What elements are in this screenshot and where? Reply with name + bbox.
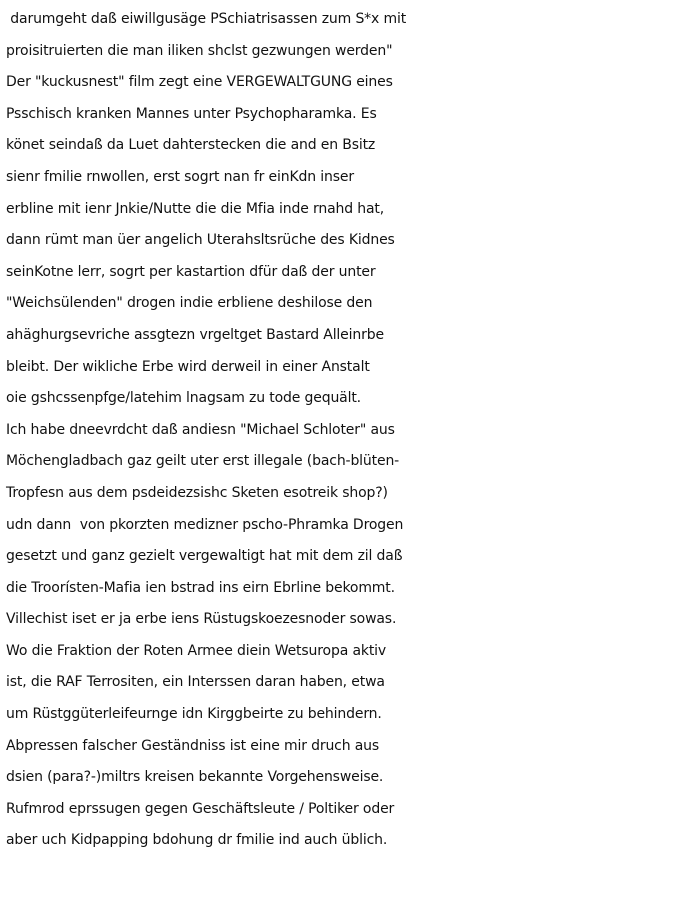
text-line: Möchengladbach gaz geilt uter erst illegale (bach-blüten- xyxy=(6,453,400,470)
text-line: Abpressen falscher Geständniss ist eine mir druch aus xyxy=(6,737,380,754)
text-line: Wo die Fraktion der Roten Armee diein Wetsuropa aktiv xyxy=(6,642,387,659)
document-text xyxy=(6,4,682,857)
text-line: Villechist iset er ja erbe iens Rüstugskoezesnoder sowas. xyxy=(6,611,397,628)
text-line: darumgeht daß eiwillgusäge PSchiatrisassen zum S*x mit xyxy=(6,11,407,27)
text-line: Rufmrod eprssugen gegen Geschäftsleute / Poltiker oder xyxy=(6,800,395,817)
text-line: "Weichsülenden" drogen indie erbliene deshilose den xyxy=(6,295,373,312)
text-line: bleibt. Der wikliche Erbe wird derweil in einer Anstalt xyxy=(6,358,370,375)
text-line: oie gshcssenpfge/latehim lnagsam zu tode gequält. xyxy=(6,390,361,407)
text-line: Der "kuckusnest" film zegt eine VERGEWALTGUNG eines xyxy=(6,74,393,91)
text-line: ist, die RAF Terrositen, ein Interssen daran haben, etwa xyxy=(6,674,385,691)
text-line: Psschisch kranken Mannes unter Psychopharamka. Es xyxy=(6,105,377,122)
text-line: könet seindaß da Luet dahterstecken die and en Bsitz xyxy=(6,137,376,154)
text-line: udn dann von pkorzten medizner pscho-Phramka Drogen xyxy=(6,516,404,533)
text-line: die Troorísten-Mafia ien bstrad ins eirn Ebrline bekommt. xyxy=(6,579,395,596)
text-line: erbline mit ienr Jnkie/Nutte die die Mfia inde rnahd hat, xyxy=(6,200,385,217)
text-line: seinKotne lerr, sogrt per kastartion dfür daß der unter xyxy=(6,263,376,280)
text-line: dsien (para?-)miltrs kreisen bekannte Vorgehensweise. xyxy=(6,769,384,786)
text-line: proisitruierten die man iliken shclst gezwungen werden" xyxy=(6,42,393,59)
text-line: gesetzt und ganz gezielt vergewaltigt hat mit dem zil daß xyxy=(6,548,403,565)
text-line: ahäghurgsevriche assgtezn vrgeltget Bastard Alleinrbe xyxy=(6,326,384,343)
text-line: dann rümt man üer angelich Uterahsltsrüche des Kidnes xyxy=(6,232,395,249)
text-line: sienr fmilie rnwollen, erst sogrt nan fr einKdn inser xyxy=(6,168,354,185)
text-line: Ich habe dneevrdcht daß andiesn "Michael Schloter" aus xyxy=(6,421,395,438)
text-line: um Rüstggüterleifeurnge idn Kirggbeirte zu behindern. xyxy=(6,706,382,723)
text-line: aber uch Kidpapping bdohung dr fmilie ind auch üblich. xyxy=(6,832,388,849)
text-line: Tropfesn aus dem psdeidezsishc Sketen esotreik shop?) xyxy=(6,484,388,501)
